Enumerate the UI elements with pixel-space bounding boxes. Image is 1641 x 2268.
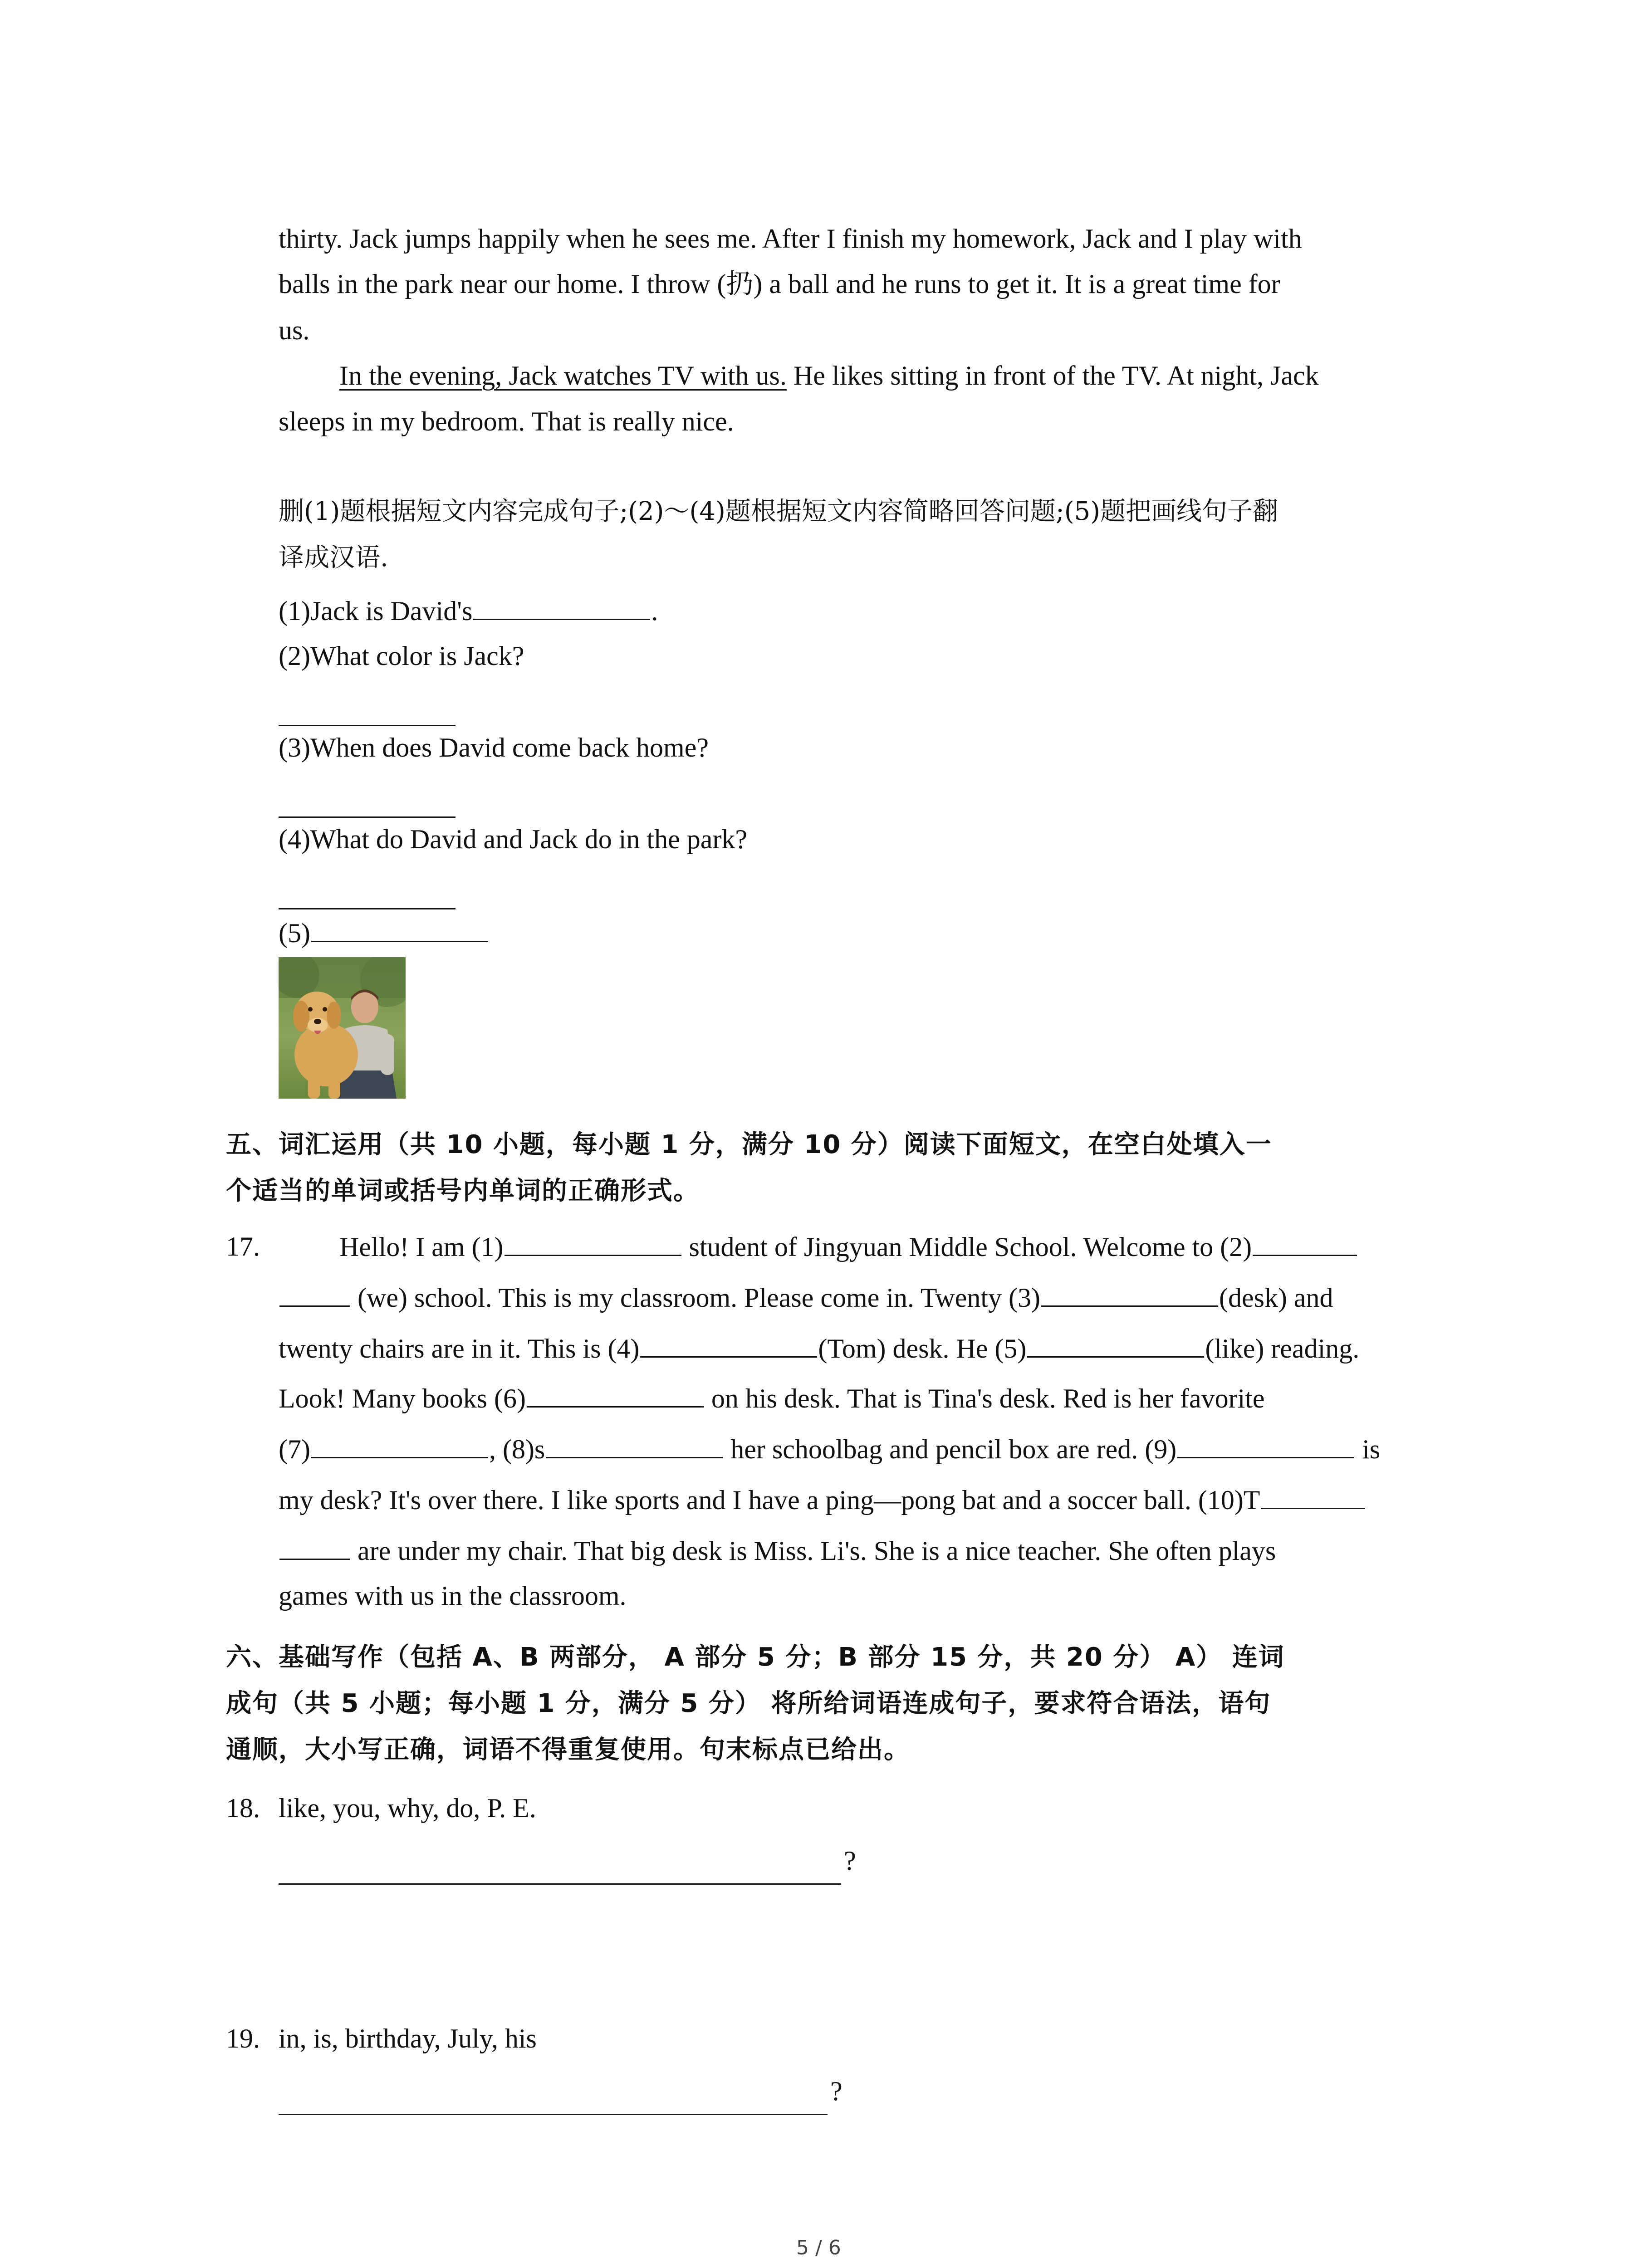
section-5-heading-line-1: 五、词汇运用（共 10 小题，每小题 1 分，满分 10 分）阅读下面短文，在空白处填入一 [226, 1130, 1272, 1159]
cloze-blank-10a[interactable] [1261, 1483, 1365, 1509]
passage-line-4-rest: He likes sitting in front of the TV. At night, Jack [786, 361, 1319, 391]
cloze-text: Hello! I am (1) [339, 1232, 504, 1262]
cloze-blank-2a[interactable] [1253, 1230, 1357, 1256]
underlined-sentence: In the evening, Jack watches TV with us. [339, 361, 787, 391]
passage-line-3: us. [279, 315, 310, 345]
cloze-text: (we) school. This is my classroom. Please come in. Twenty (3) [351, 1283, 1040, 1313]
cloze-line-8: games with us in the classroom. [279, 1581, 627, 1611]
section-6-heading-line-1: 六、基础写作（包括 A、B 两部分， A 部分 5 分；B 部分 15 分，共 20 分） A） 连词 [226, 1642, 1285, 1672]
cloze-line-2 [279, 1281, 1333, 1314]
cloze-line-4 [279, 1382, 1265, 1415]
question-number-18: 18. [226, 1793, 260, 1823]
cloze-text: Look! Many books (6) [279, 1383, 526, 1413]
question-number-19: 19. [226, 2024, 260, 2053]
cloze-line-7 [279, 1534, 1276, 1567]
cloze-text: are under my chair. That big desk is Miss. Li's. She is a nice teacher. She often plays [351, 1536, 1276, 1566]
section-6-heading-line-3: 通顺，大小写正确，词语不得重复使用。句末标点已给出。 [226, 1735, 910, 1765]
question-1-end: . [651, 596, 658, 626]
question-number-17: 17. [226, 1232, 260, 1261]
cloze-text: twenty chairs are in it. This is (4) [279, 1334, 640, 1364]
cloze-blank-8[interactable] [546, 1432, 723, 1458]
cloze-text: student of Jingyuan Middle School. Welcome to (2) [682, 1232, 1252, 1262]
answer-blank-5[interactable] [311, 916, 488, 942]
cloze-line-6 [279, 1483, 1366, 1516]
question-3: (3)When does David come back home? [279, 733, 709, 763]
cloze-line-5 [279, 1432, 1380, 1466]
cloze-text: (desk) and [1219, 1283, 1333, 1313]
cloze-blank-10b[interactable] [279, 1534, 350, 1560]
cloze-blank-6[interactable] [527, 1382, 704, 1408]
cloze-blank-4[interactable] [640, 1332, 817, 1358]
cloze-blank-1[interactable] [505, 1230, 681, 1256]
answer-line-4[interactable] [279, 908, 456, 909]
question-1-text: (1)Jack is David's [279, 596, 473, 626]
question-19-words: in, is, birthday, July, his [279, 2024, 537, 2053]
cloze-text: (7) [279, 1434, 310, 1464]
cloze-line-1 [339, 1230, 1358, 1263]
cloze-text: is [1355, 1434, 1381, 1464]
cloze-blank-2b[interactable] [279, 1281, 350, 1307]
section-5-heading-line-2: 个适当的单词或括号内单词的正确形式。 [226, 1176, 700, 1206]
answer-line-18[interactable] [279, 1883, 841, 1885]
section-6-heading-line-2: 成句（共 5 小题；每小题 1 分，满分 5 分） 将所给词语连成句子，要求符合语法，语句 [226, 1689, 1271, 1718]
cloze-text: on his desk. That is Tina's desk. Red is her favorite [704, 1383, 1265, 1413]
cloze-blank-5[interactable] [1027, 1332, 1204, 1358]
question-19-end: ? [830, 2076, 843, 2106]
passage-line-5: sleeps in my bedroom. That is really nice. [279, 406, 734, 436]
instructions-line-1: 删(1)题根据短文内容完成句子;(2)～(4)题根据短文内容简略回答问题;(5)题把画线句子翻 [279, 497, 1279, 526]
question-4: (4)What do David and Jack do in the park? [279, 824, 747, 854]
answer-blank-1[interactable] [473, 594, 650, 620]
cloze-blank-9[interactable] [1177, 1432, 1354, 1458]
cloze-text: , (8)s [489, 1434, 545, 1464]
answer-line-2[interactable] [279, 725, 456, 726]
question-1 [279, 594, 658, 627]
dog-and-boy-photo [279, 957, 406, 1099]
question-18-words: like, you, why, do, P. E. [279, 1793, 536, 1823]
answer-line-3[interactable] [279, 816, 456, 818]
cloze-blank-3[interactable] [1041, 1281, 1218, 1307]
question-18-end: ? [844, 1846, 856, 1876]
cloze-text: (Tom) desk. He (5) [818, 1334, 1027, 1364]
page-number: 5 / 6 [796, 2236, 841, 2259]
cloze-blank-7[interactable] [311, 1432, 488, 1458]
question-2: (2)What color is Jack? [279, 641, 524, 671]
question-5 [279, 916, 489, 949]
question-5-text: (5) [279, 918, 310, 948]
passage-line-1: thirty. Jack jumps happily when he sees me. After I finish my homework, Jack and I play with [279, 224, 1302, 254]
instructions-line-2: 译成汉语. [279, 543, 388, 572]
cloze-text: her schoolbag and pencil box are red. (9) [724, 1434, 1177, 1464]
answer-line-19[interactable] [279, 2114, 828, 2115]
passage-line-2: balls in the park near our home. I throw (扔) a ball and he runs to get it. It is a great time for [279, 269, 1280, 299]
cloze-text: my desk? It's over there. I like sports and I have a ping—pong bat and a soccer ball. (10)T [279, 1485, 1260, 1515]
cloze-text: (like) reading. [1205, 1334, 1360, 1364]
passage-line-4 [339, 359, 1319, 392]
cloze-line-3 [279, 1332, 1359, 1365]
